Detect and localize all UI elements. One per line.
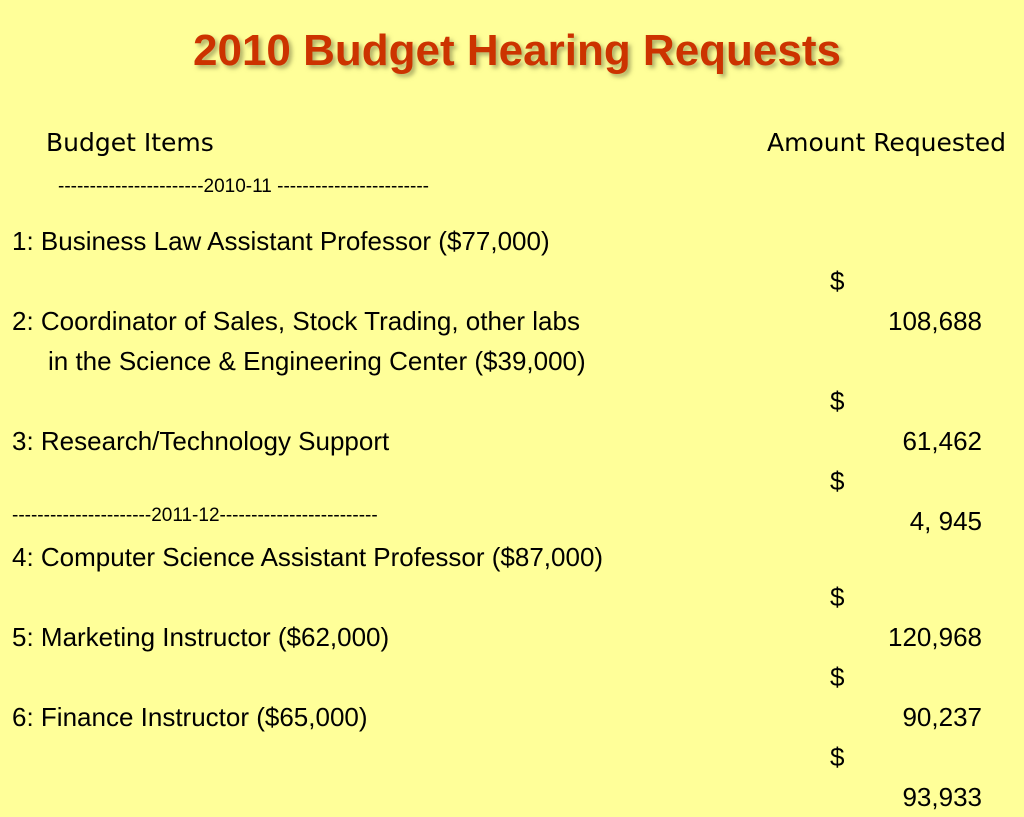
currency-symbol: $ xyxy=(830,386,845,416)
currency-symbol: $ xyxy=(830,742,845,772)
amount-requested-header: Amount Requested xyxy=(767,128,1006,157)
amount-value: 93,933 xyxy=(902,782,982,812)
budget-item-6 xyxy=(12,697,368,737)
amount-value: 61,462 xyxy=(902,426,982,456)
budget-item-label: 6: Finance Instructor ($65,000) xyxy=(12,702,368,732)
budget-item-label: 1: Business Law Assistant Professor ($77,000) xyxy=(12,226,550,256)
budget-item-label-continued: in the Science & Engineering Center ($39,000) xyxy=(48,346,586,376)
budget-item-2 xyxy=(12,301,586,381)
page-title: 2010 Budget Hearing Requests xyxy=(193,26,841,75)
budget-item-label: 4: Computer Science Assistant Professor ($87,000) xyxy=(12,542,604,572)
section-divider-2010-11: -----------------------2010-11 ------------------------ xyxy=(58,176,429,197)
budget-item-label: 5: Marketing Instructor ($62,000) xyxy=(12,622,390,652)
currency-symbol: $ xyxy=(830,466,845,496)
budget-item-label: 2: Coordinator of Sales, Stock Trading, other labs xyxy=(12,306,580,336)
budget-item-3 xyxy=(12,421,389,461)
budget-item-5 xyxy=(12,617,389,657)
currency-symbol: $ xyxy=(830,662,845,692)
budget-items-header: Budget Items xyxy=(46,128,214,157)
amount-item-6 xyxy=(830,697,982,817)
amount-item-3 xyxy=(830,421,982,541)
currency-symbol: $ xyxy=(830,266,845,296)
amount-item-1 xyxy=(830,221,982,341)
budget-item-label: 3: Research/Technology Support xyxy=(12,426,390,456)
section-divider-2011-12: ----------------------2011-12------------------------- xyxy=(12,505,378,526)
budget-item-4 xyxy=(12,537,603,577)
amount-value: 120,968 xyxy=(888,622,982,652)
amount-value: 4, 945 xyxy=(909,506,982,536)
amount-value: 108,688 xyxy=(888,306,982,336)
currency-symbol: $ xyxy=(830,582,845,612)
amount-value: 90,237 xyxy=(902,702,982,732)
budget-item-1 xyxy=(12,221,550,261)
